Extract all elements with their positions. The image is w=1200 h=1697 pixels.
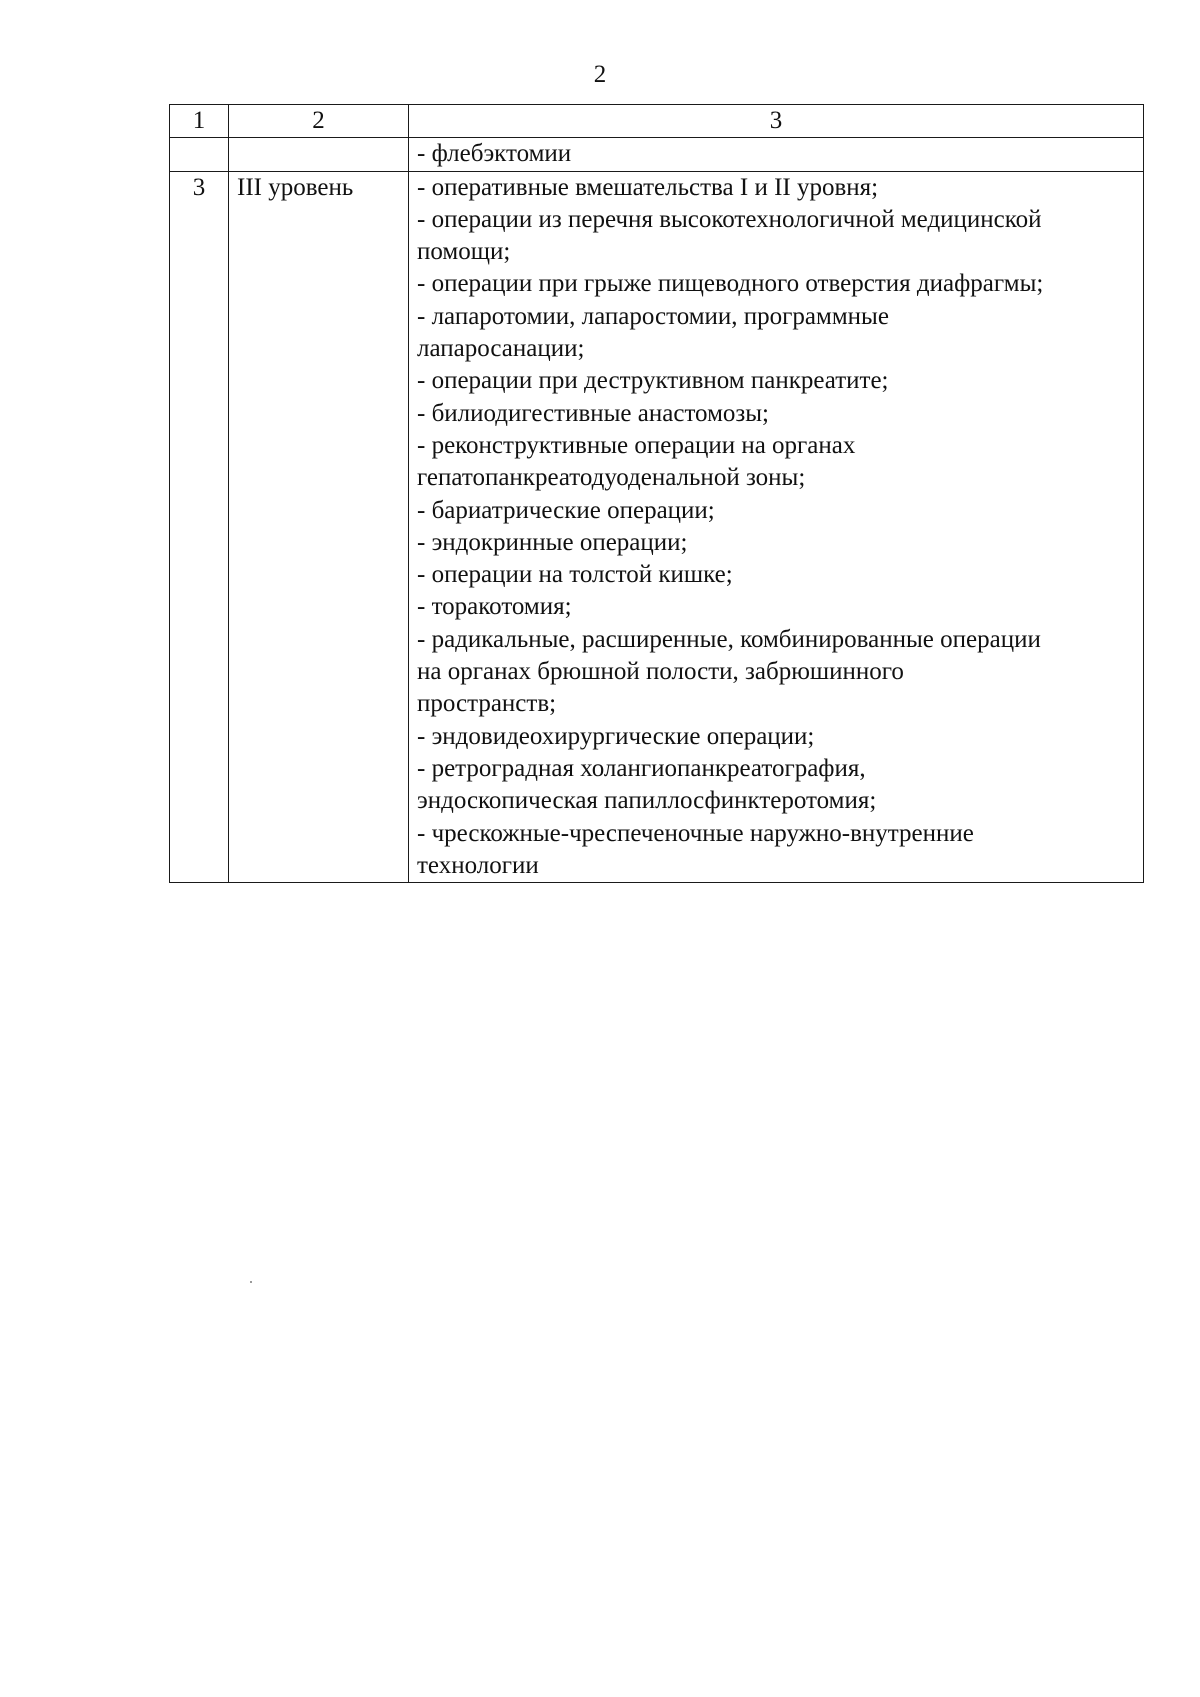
text-line: - флебэктомии bbox=[417, 140, 572, 168]
operations-list-cell bbox=[409, 171, 1144, 883]
text-line: помощи; bbox=[417, 238, 511, 266]
text-line: - билиодигестивные анастомозы; bbox=[417, 399, 770, 427]
text-line: - оперативные вмешательства I и II уровня; bbox=[417, 173, 879, 201]
operations-table bbox=[169, 104, 1144, 883]
table-header-row bbox=[170, 105, 1144, 138]
text-line: - радикальные, расширенные, комбинированные операции bbox=[417, 625, 1041, 653]
level-cell: III уровень bbox=[229, 171, 409, 883]
page-number: 2 bbox=[593, 61, 607, 88]
text-line: пространств; bbox=[417, 690, 557, 718]
text-line: - реконструктивные операции на органах bbox=[417, 431, 856, 459]
text-line: - операции из перечня высокотехнологичной медицинской bbox=[417, 205, 1042, 233]
text-line: на органах брюшной полости, забрюшинного bbox=[417, 658, 904, 686]
text-line: технологии bbox=[417, 851, 539, 879]
text-line: - ретроградная холангиопанкреатография, bbox=[417, 754, 866, 782]
continuation-cell-3 bbox=[409, 138, 1144, 171]
text-line: - торакотомия; bbox=[417, 593, 572, 621]
text-line: - лапаротомии, лапаростомии, программные bbox=[417, 302, 889, 330]
table-row-level-3 bbox=[170, 171, 1144, 883]
continuation-cell-1 bbox=[170, 138, 229, 171]
header-cell-1: 1 bbox=[170, 105, 229, 138]
text-line: - эндокринные операции; bbox=[417, 528, 688, 556]
table-row-continuation bbox=[170, 138, 1144, 171]
text-line: - чрескожные-чреспеченочные наружно-внутренние bbox=[417, 819, 974, 847]
scan-speck bbox=[250, 1281, 252, 1283]
text-line: - бариатрические операции; bbox=[417, 496, 715, 524]
continuation-cell-2 bbox=[229, 138, 409, 171]
text-line: - операции при деструктивном панкреатите; bbox=[417, 367, 889, 395]
text-line: лапаросанации; bbox=[417, 335, 585, 363]
text-line: эндоскопическая папиллосфинктеротомия; bbox=[417, 787, 877, 815]
header-cell-3: 3 bbox=[409, 105, 1144, 138]
text-line: - операции при грыже пищеводного отверстия диафрагмы; bbox=[417, 270, 1044, 298]
text-line: - операции на толстой кишке; bbox=[417, 561, 733, 589]
row-number-cell: 3 bbox=[170, 171, 229, 883]
header-cell-2: 2 bbox=[229, 105, 409, 138]
text-line: - эндовидеохирургические операции; bbox=[417, 722, 815, 750]
text-line: гепатопанкреатодуоденальной зоны; bbox=[417, 464, 806, 492]
